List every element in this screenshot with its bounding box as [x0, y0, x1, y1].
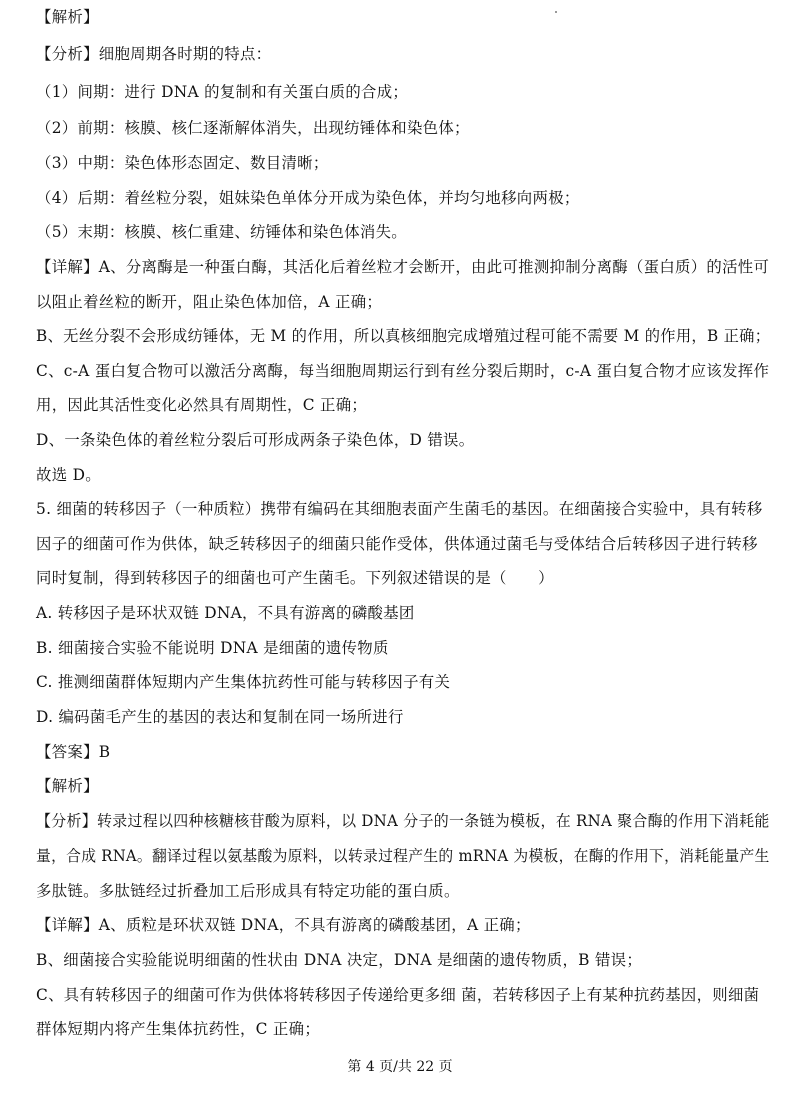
text-line: 【分析】细胞周期各时期的特点：	[36, 45, 272, 63]
page-footer: 第 4 页/共 22 页	[347, 1059, 453, 1075]
text-line: （1）间期：进行 DNA 的复制和有关蛋白质的合成；	[36, 83, 409, 101]
text-line: 群体短期内将产生集体抗药性，C 正确；	[36, 1020, 321, 1038]
text-line: 【详解】A、分离酶是一种蛋白酶，其活化后着丝粒才会断开，由此可推测抑制分离酶（蛋白质）的活性可	[36, 258, 770, 276]
answer-line: 【答案】B	[36, 743, 111, 761]
text-line: 故选 D。	[36, 466, 101, 484]
text-line: B、细菌接合实验能说明细菌的性状由 DNA 决定，DNA 是细菌的遗传物质，B 错误；	[36, 951, 643, 969]
text-line: （3）中期：染色体形态固定、数目清晰；	[36, 154, 329, 172]
option-b: B. 细菌接合实验不能说明 DNA 是细菌的遗传物质	[36, 639, 389, 657]
text-line: 量，合成 RNA。翻译过程以氨基酸为原料，以转录过程产生的 mRNA 为模板，在酶的作用下，消耗能量产生	[36, 847, 770, 865]
option-a: A. 转移因子是环状双链 DNA，不具有游离的磷酸基团	[36, 604, 415, 622]
text-line: 【解析】	[36, 8, 99, 26]
text-line: （2）前期：核膜、核仁逐渐解体消失，出现纺锤体和染色体；	[36, 119, 470, 137]
question-stem-line: 同时复制，得到转移因子的细菌也可产生菌毛。下列叙述错误的是（ ）	[36, 569, 554, 587]
text-line: C、具有转移因子的细菌可作为供体将转移因子传递给更多细 菌，若转移因子上有某种抗药基因，则细菌	[36, 986, 760, 1004]
option-c: C. 推测细菌群体短期内产生集体抗药性可能与转移因子有关	[36, 673, 451, 691]
text-line: 用，因此其活性变化必然具有周期性，C 正确；	[36, 396, 368, 414]
question-stem-line: 因子的细菌可作为供体，缺乏转移因子的细菌只能作受体，供体通过菌毛与受体结合后转移因子进行转移	[36, 535, 758, 553]
text-line: D、一条染色体的着丝粒分裂后可形成两条子染色体，D 错误。	[36, 431, 475, 449]
text-line: （4）后期：着丝粒分裂，姐妹染色单体分开成为染色体，并均匀地移向两极；	[36, 189, 580, 207]
text-line: 【分析】转录过程以四种核糖核苷酸为原料，以 DNA 分子的一条链为模板，在 RNA 聚合酶的作用下消耗能	[36, 812, 770, 830]
text-line: 【解析】	[36, 777, 99, 795]
text-line: C、c-A 蛋白复合物可以激活分离酶，每当细胞周期运行到有丝分裂后期时，c-A 蛋白复合物才应该发挥作	[36, 362, 770, 380]
text-line: B、无丝分裂不会形成纺锤体，无 M 的作用，所以真核细胞完成增殖过程可能不需要 M 的作用，B 正确；	[36, 327, 771, 345]
text-line: （5）末期：核膜、核仁重建、纺锤体和染色体消失。	[36, 223, 407, 241]
question-stem-line: 5. 细菌的转移因子（一种质粒）携带有编码在其细胞表面产生菌毛的基因。在细菌接合实验中，具有转移	[36, 500, 763, 518]
option-d: D. 编码菌毛产生的基因的表达和复制在同一场所进行	[36, 708, 404, 726]
text-line: 以阻止着丝粒的断开，阻止染色体加倍，A 正确；	[36, 293, 383, 311]
text-line: 【详解】A、质粒是环状双链 DNA，不具有游离的磷酸基团，A 正确；	[36, 916, 531, 934]
text-line: 多肽链。多肽链经过折叠加工后形成具有特定功能的蛋白质。	[36, 882, 460, 900]
